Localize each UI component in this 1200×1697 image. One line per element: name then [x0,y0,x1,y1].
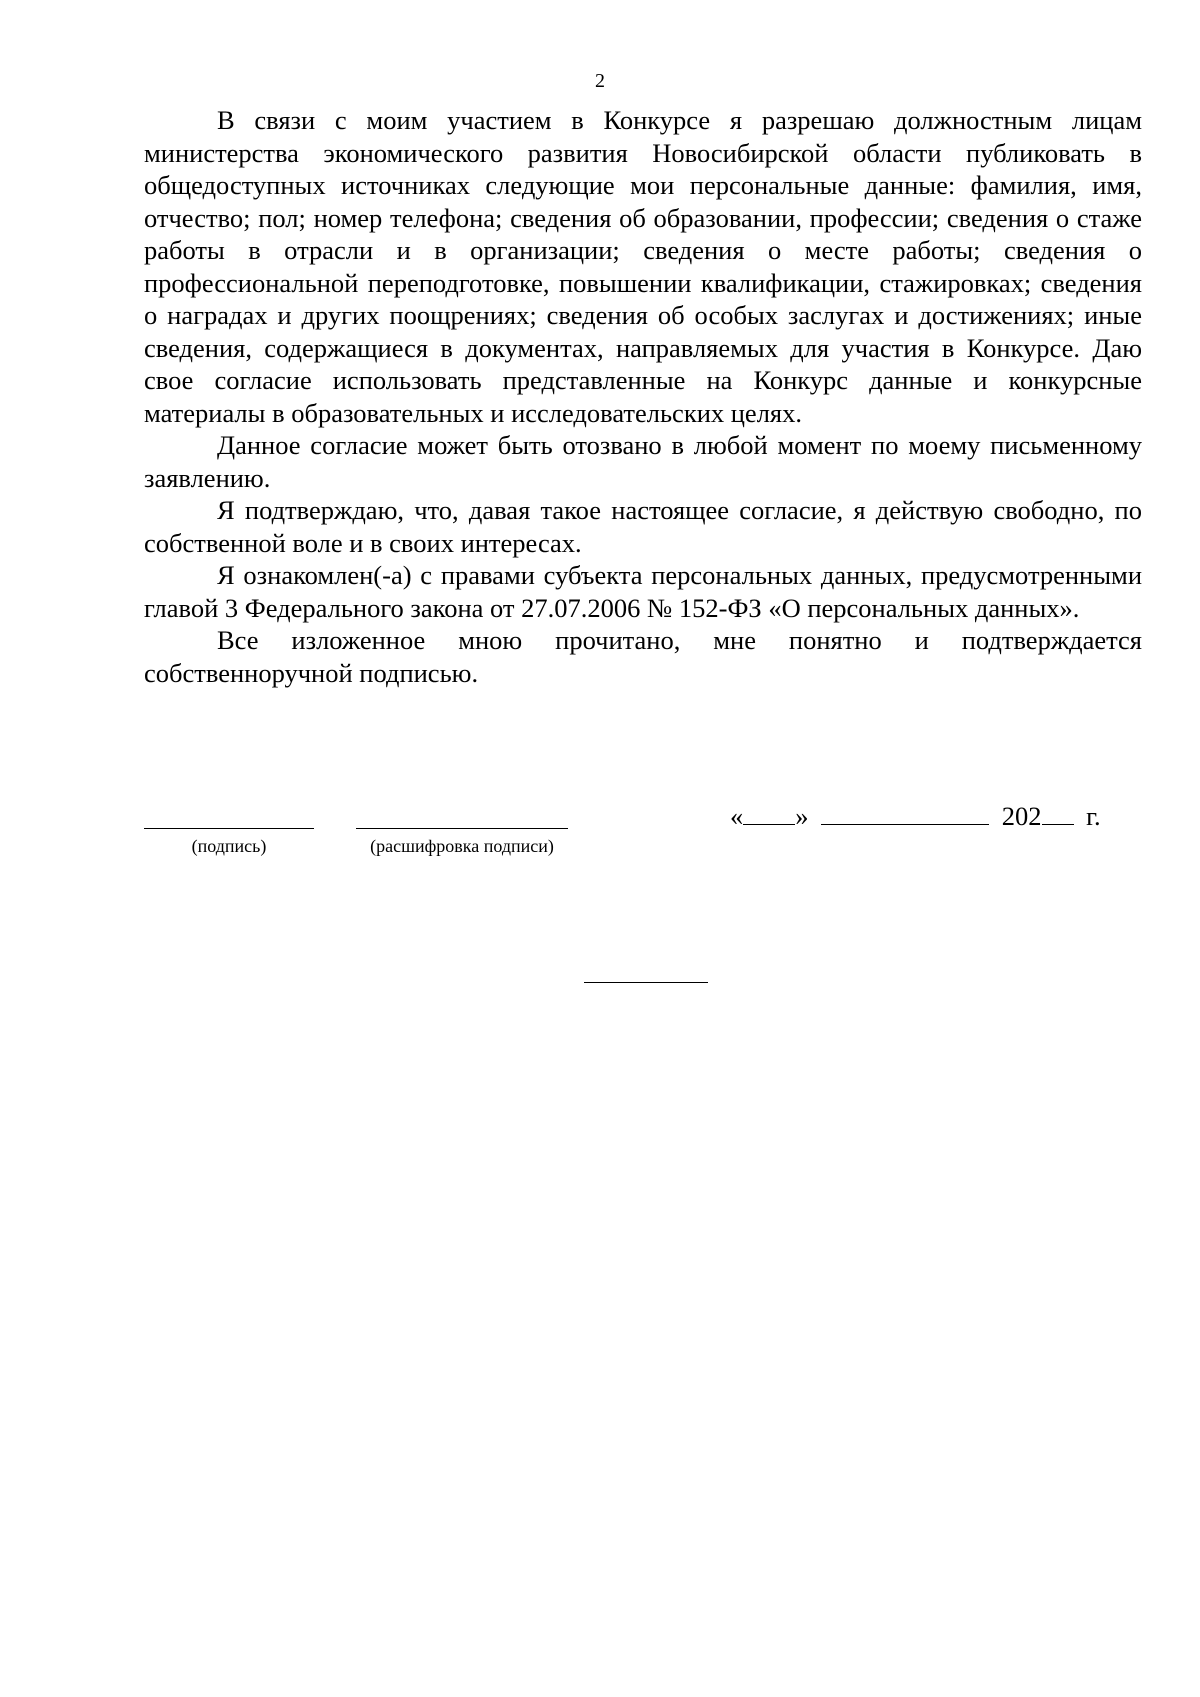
paragraph-revocation: Данное согласие может быть отозвано в любой момент по моему письменному заявлению. [144,430,1142,493]
paragraph-free-will: Я подтверждаю, что, давая такое настоящее согласие, я действую свободно, по собственной воле и в своих интересах. [144,495,1142,558]
date-close-quote: » [795,801,809,831]
paragraph-confirmation: Все изложенное мною прочитано, мне понятно и подтверждается собственноручной подписью. [144,625,1142,688]
signature-caption: (подпись) [191,836,267,856]
day-blank[interactable] [743,802,795,825]
page-number: 2 [595,70,605,92]
document-end-rule [584,982,708,983]
signature-transcript-line[interactable] [356,828,568,829]
paragraph-rights-acknowledgement: Я ознакомлен(-а) с правами субъекта персональных данных, предусмотренными главой 3 Федерального закона от 27.07.2006 № 152-ФЗ «О персональных данных». [144,560,1142,623]
date-open-quote: « [730,801,744,831]
signature-transcript-caption: (расшифровка подписи) [370,836,554,856]
year-prefix: 202 [1001,801,1042,831]
date-block [730,800,1101,832]
month-blank[interactable] [821,802,989,825]
consent-text [144,104,1142,689]
signature-line[interactable] [144,828,314,829]
year-blank[interactable] [1042,802,1074,825]
year-suffix: г. [1086,801,1101,831]
paragraph-consent-publication: В связи с моим участием в Конкурсе я разрешаю должностным лицам министерства экономического развития Новосибирской области публиковать в общедоступных источниках следующие мои персональные данные: фамилия, имя, отчество; пол; номер телефона; сведения об образовании, профессии; сведения о стаже работы в отрасли и в организации; сведения о месте работы; сведения о профессиональной переподготовке, повышении квалификации, стажировках; сведения о наградах и других поощрениях; сведения об особых заслугах и достижениях; иные сведения, содержащиеся в документах, направляемых для участия в Конкурсе. Даю свое согласие использовать представленные на Конкурс данные и конкурсные материалы в образовательных и исследовательских целях. [144,105,1142,428]
